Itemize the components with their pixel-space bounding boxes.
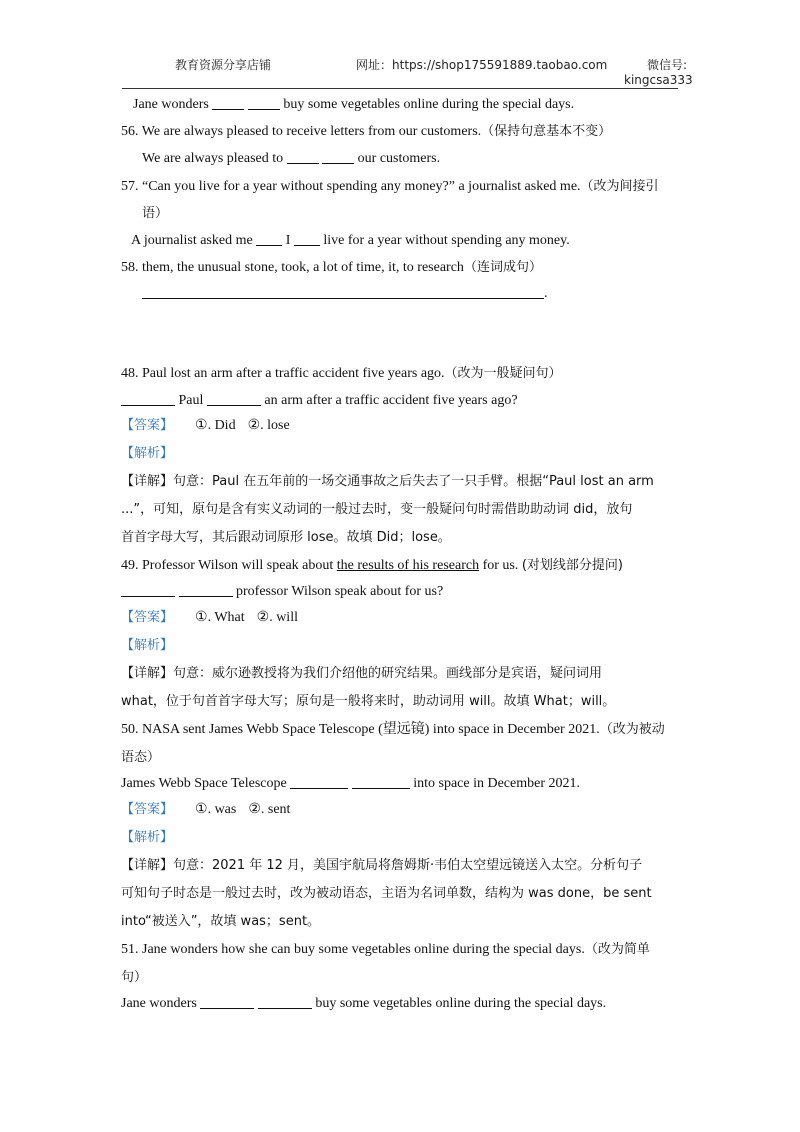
q49-answer-tag: 【答案】 <box>121 610 174 625</box>
q56-text-b: our customers. <box>357 151 441 166</box>
q57-blank-1[interactable] <box>256 231 282 246</box>
q49-fill-line <box>121 582 443 602</box>
q48-fill-b: an arm after a traffic accident five years ago? <box>264 393 518 408</box>
q48-answer-tag: 【答案】 <box>121 418 174 433</box>
q50-instruction-1: （改为被动 <box>599 722 665 737</box>
q50-question <box>121 720 665 740</box>
q56-text: 56. We are always pleased to receive letters from our customers. <box>121 124 482 139</box>
q55-text-a: Jane wonders <box>133 97 209 112</box>
q50-blank-2[interactable] <box>352 774 410 789</box>
q48-question <box>121 364 562 384</box>
q56-question <box>121 122 611 142</box>
q51-instruction-1: （改为简单 <box>584 942 650 957</box>
q50-detail-line-3: into“被送入”，故填 was；sent。 <box>121 914 321 929</box>
header-divider <box>122 88 678 89</box>
q51-fill-line <box>121 994 606 1014</box>
q48-detail-line-3: 首首字母大写，其后跟动词原形 lose。故填 Did；lose。 <box>121 530 451 545</box>
q50-detail-tag: 【详解】 <box>121 858 174 873</box>
q49-fill-a: professor Wilson speak about for us? <box>236 584 444 599</box>
q57-text: 57. “Can you live for a year without spending any money?” a journalist asked me. <box>121 179 581 194</box>
q50-fill-b: into space in December 2021. <box>413 776 580 791</box>
q49-analysis-tag: 【解析】 <box>121 638 174 653</box>
q51-fill-b: buy some vegetables online during the special days. <box>315 996 607 1011</box>
q49-text-a: 49. Professor Wilson will speak about <box>121 558 334 573</box>
q50-detail-line-1 <box>121 856 642 876</box>
header-wechat-id: kingcsa333 <box>624 73 693 87</box>
q58-answer-line <box>142 284 548 304</box>
header-site-label: 网址： <box>356 58 393 72</box>
q57-text-a: A journalist asked me <box>131 233 253 248</box>
q48-detail-line-2: ...”，可知，原句是含有实义动词的一般过去时，变一般疑问句时需借助助动词 did，放句 <box>121 502 633 517</box>
q48-text: 48. Paul lost an arm after a traffic accident five years ago. <box>121 366 445 381</box>
q56-blank-1[interactable] <box>287 149 319 164</box>
q48-detail-line-1 <box>121 472 654 492</box>
q57-question <box>121 177 659 197</box>
q51-blank-1[interactable] <box>200 994 254 1009</box>
header-site-url: https://shop175591889.taobao.com <box>392 58 608 72</box>
q55-text-b: buy some vegetables online during the special days. <box>283 97 575 112</box>
q58-period: . <box>544 286 548 301</box>
q50-analysis-tag: 【解析】 <box>121 830 174 845</box>
q49-answer-1: ①. What <box>195 610 245 625</box>
q57-instruction-1: （改为间接引 <box>580 179 659 194</box>
q48-instruction: （改为一般疑问句） <box>444 366 562 381</box>
q48-answer-2: ②. lose <box>247 418 290 433</box>
q58-blank[interactable] <box>142 284 544 299</box>
q57-text-c: live for a year without spending any money. <box>323 233 570 248</box>
q48-fill-line <box>121 391 518 411</box>
q50-blank-1[interactable] <box>290 774 348 789</box>
q58-instruction: （连词成句） <box>463 260 542 275</box>
q51-question <box>121 940 650 960</box>
q49-detail-line-2: what，位于句首首字母大写；原句是一般将来时，助动词用 will。故填 What；will。 <box>121 694 616 709</box>
q48-fill-a: Paul <box>178 393 204 408</box>
q55-blank-1[interactable] <box>212 95 244 110</box>
q50-answer-2: ②. sent <box>248 802 291 817</box>
q56-fill-line <box>142 149 440 169</box>
q48-answer-1: ①. Did <box>195 418 236 433</box>
q50-answer <box>121 800 290 820</box>
q49-answer-2: ②. will <box>256 610 298 625</box>
q49-answer <box>121 608 298 628</box>
q50-fill-a: James Webb Space Telescope <box>121 776 287 791</box>
q51-text: 51. Jane wonders how she can buy some vegetables online during the special days. <box>121 942 585 957</box>
q49-question <box>121 556 623 576</box>
q49-blank-1[interactable] <box>121 582 175 597</box>
q55-blank-2[interactable] <box>248 95 280 110</box>
q56-instruction: （保持句意基本不变） <box>481 124 612 139</box>
header-wechat-label: 微信号: <box>647 58 688 72</box>
q50-detail-1: 句意：2021 年 12 月，美国宇航局将詹姆斯·韦伯太空望远镜送入太空。分析句子 <box>173 858 643 873</box>
header-shop-name: 教育资源分享店铺 <box>175 58 272 72</box>
q51-blank-2[interactable] <box>258 994 312 1009</box>
q51-fill-a: Jane wonders <box>121 996 197 1011</box>
q50-text: 50. NASA sent James Webb Space Telescope (望远镜) into space in December 2021. <box>121 722 600 737</box>
q57-instruction-2: 语） <box>142 206 169 221</box>
q57-blank-2[interactable] <box>294 231 320 246</box>
q49-blank-2[interactable] <box>179 582 233 597</box>
q48-detail-tag: 【详解】 <box>121 474 174 489</box>
q56-text-a: We are always pleased to <box>142 151 284 166</box>
q51-instruction-2: 句） <box>121 970 148 985</box>
header-website <box>356 56 607 73</box>
q48-blank-2[interactable] <box>207 391 261 406</box>
q49-detail-1: 句意：威尔逊教授将为我们介绍他的研究结果。画线部分是宾语，疑问词用 <box>173 666 603 681</box>
q58-text: 58. them, the unusual stone, took, a lot of time, it, to research <box>121 260 464 275</box>
q49-detail-tag: 【详解】 <box>121 666 174 681</box>
q57-fill-line <box>131 231 570 251</box>
q55-fill-line <box>133 95 574 115</box>
q49-text-b: for us. <box>482 558 519 573</box>
q48-detail-1: 句意：Paul 在五年前的一场交通事故之后失去了一只手臂。根据“Paul lost an arm <box>173 474 654 489</box>
q50-instruction-2: 语态） <box>121 750 161 765</box>
q50-answer-tag: 【答案】 <box>121 802 174 817</box>
q49-detail-line-1 <box>121 664 602 684</box>
q58-question <box>121 258 542 278</box>
q49-underlined-part: the results of his research <box>336 558 480 573</box>
q50-detail-line-2: 可知句子时态是一般过去时，改为被动语态，主语为名词单数，结构为 was done，be sent <box>121 886 652 901</box>
q48-analysis-tag: 【解析】 <box>121 446 174 461</box>
q56-blank-2[interactable] <box>322 149 354 164</box>
q48-blank-1[interactable] <box>121 391 175 406</box>
q57-text-b: I <box>285 233 291 248</box>
q50-fill-line <box>121 774 580 794</box>
q48-answer <box>121 416 290 436</box>
q50-answer-1: ①. was <box>195 802 237 817</box>
q49-instruction: (对划线部分提问) <box>521 558 624 573</box>
